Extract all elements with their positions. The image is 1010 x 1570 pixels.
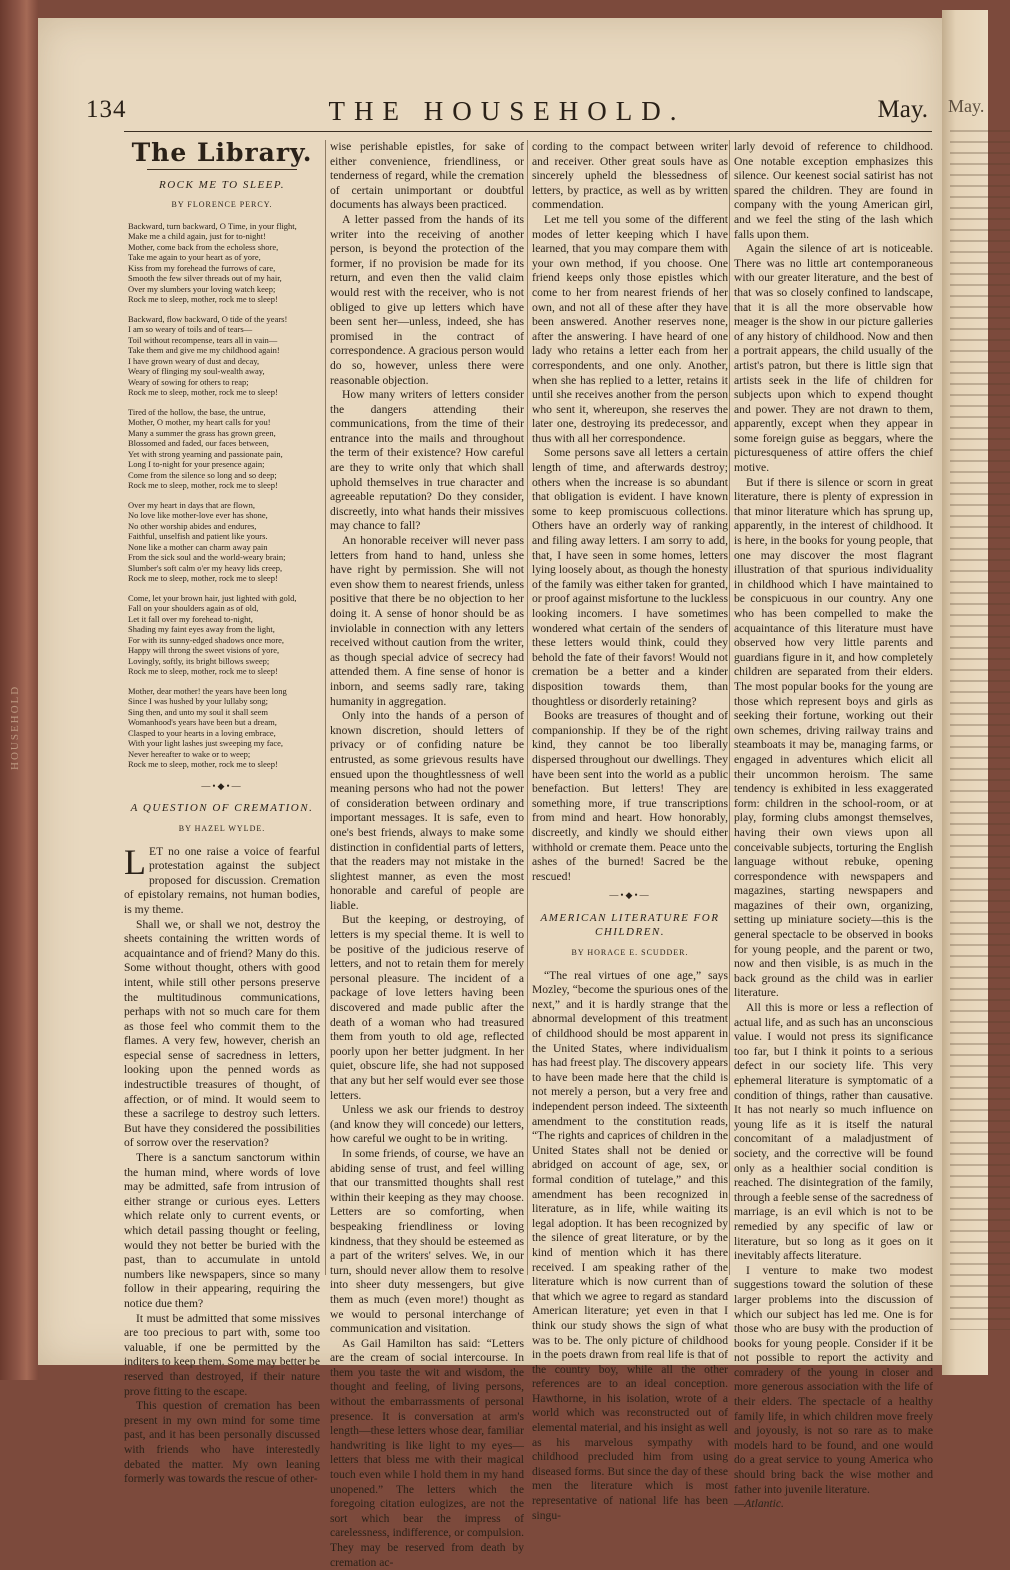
ornament-divider: —•◆•— [201,780,243,791]
column-2 [325,140,524,1569]
next-page-edge [942,10,988,1375]
essay-title: A QUESTION OF CREMATION. [130,802,314,815]
masthead-title: THE HOUSEHOLD. [328,96,686,126]
essay-paragraph: An honorable receiver will never pass letters from hand to hand, unless she have right by permission. She will not even show them to nearest friends, unless positive that there be no objection to her doing it. A sense of honor should be as inviolable in connection with any letters received without caution from the writer, as though special advice of secrecy had attended them. A fine sense of honor is inborn, and seems sadly rare, taking humanity in aggregation. [330,534,524,708]
page-number: 134 [86,96,127,123]
column-4 [729,140,933,1511]
essay-paragraph: Only into the hands of a person of known discretion, should letters of privacy or of confiding nature be entrusted, as some grievous results have ensued upon the thoughtlessness of well meaning persons who had not the power of consideration between ordinary and important messages. It is safe, even to one's best friends, always to make some distinction in confidential parts of letters, that the readers may not mistake in the slightest manner, as even the most honorable and careful of people are liable. [330,709,524,912]
essay-paragraph: Let me tell you some of the different modes of letter keeping which I have learned, that you may compare them with your own method, if you choose. One friend keeps only those epistles which come to her from nearest friends of her own, and not all of these after they have been answered. Another reserves none, after the answering. I have heard of one lady who retains a letter each from her correspondents, and one only. Another, when she has replied to a letter, retains it until she receives another from the person who sent it, whereupon, she reserves the later one, destroying its predecessor, and thus with all her correspondence. [532,212,728,445]
essay-paragraph: But the keeping, or destroying, of letters is my special theme. It is well to be positive of the judicious reserve of letters, and not to retain them for merely personal pleasure. The incident of a package of love letters having been discovered and made public after the death of a woman who had treasured them from youth to old age, reflected poorly upon her better judgment. In her quiet, obscure life, she had not supposed that any but her self would ever see those letters. [330,913,524,1102]
spine-label: HOUSEHOLD [9,684,21,770]
issue-month: May. [877,96,928,123]
poem-stanza: Tired of the hollow, the base, the untrue, Mother, O mother, my heart calls for you! Many a summer the grass has grown green, Blossomed and faded, our faces between, Yet with strong yearning and passionate pain, Long I to-night for your presence again; Come from the silence so long and so deep; Rock me to sleep, mother, rock me to sleep! [128,406,283,491]
essay-paragraph: There is a sanctum sanctorum within the human mind, where words of love may be admitted, safe from intrusion of either strange or curious eyes. Letters which relate only to current events, or which detail passing thought or feeling, would they not better be buried with the past, than to accumulate in untold numbers like newspapers, since so many follow in their appearing, requiring the notice due them? [124,1151,320,1310]
poem-stanza: Backward, flow backward, O tide of the years! I am so weary of toils and of tears— Toil without recompense, tears all in vain— Take them and give me my childhood again! I have grown weary of dust and decay, Weary of flinging my soul-wealth away, Weary of sowing for others to reap; Rock me to sleep, mother, rock me to sleep! [128,313,288,398]
essay-paragraph: “The real virtues of one age,” says Mozley, “become the spurious ones of the next,” and it is hardly strange that the abnormal development of this treatment of childhood should be most apparent in the United States, where individualism has had freest play. The discovery appears to have been made here that the child is not merely a person, but a very free and independent person indeed. The sixteenth amendment to the constitution reads, “The rights and caprices of children in the United States shall not be denied or abridged on account of age, sex, or formal condition of tutelage,” and this amendment has been recognized in literature, as in life, while waiting its legal adoption. It has been recognized by the silence of great literature, or by the kind of mention which it has there received. I am speaking rather of the literature which is now current than of that which we agree to regard as standard American literature; yet even in that I think our study shows the sign of what was to be. The only picture of childhood in the poets drawn from real life is that of the country boy, while all the other references are to an ideal conception. Hawthorne, in his isolation, wrote of a world which was reconstructed out of elemental material, and his insight as well as his marvelous sympathy with childhood precluded him from using diseased forms. But since the day of these men the literature which is most representative of national life has been singu- [532,968,728,1522]
essay-paragraph: Some persons save all letters a certain length of time, and afterwards destroy; others when the increase is so abundant that obligation is evident. I have known some to keep promiscuous collections. Others have an orderly way of ranking and filing away letters. I am sorry to add, that, I have seen in some homes, letters lying loosely about, as though the honesty of the family was either taken for granted, or proof against misfortune to the luckless looking incomers. I have sometimes wondered what certain of the senders of these letters would think, could they behold the fate of their favors! Would not cremation be a better and a kinder disposition towards them, than thoughtless or disorderly retaining? [532,446,728,708]
essay-paragraph: LET no one raise a voice of fearful protestation against the subject proposed for discussion. Cremation of epistolary remains, not human bodies, is my theme. [124,841,320,916]
section-title: The Library. [131,138,313,167]
next-page-heading: May. [948,96,985,116]
header-rule [124,131,932,132]
divider [147,169,297,170]
column-1 [124,138,320,1486]
essay-paragraph: This question of cremation has been present in my own mind for some time past, and it has been personally discussed with friends who have interestedly debated the matter. My own leaning formerly was towards the rescue of other- [124,1399,320,1486]
essay-paragraph: How many writers of letters consider the dangers attending their communications, from the time of their entrance into the mails and throughout the term of their existence? How careful are they to write only that which shall uphold themselves in true character and agreeable reputation? Do they consider, discreetly, into what hands their missives may chance to fall? [330,388,524,533]
essay-title: AMERICAN LITERATURE FOR CHILDREN. [540,911,720,939]
drop-cap: L [124,841,146,882]
essay-byline: BY HORACE E. SCUDDER. [571,948,689,958]
essay-paragraph: As Gail Hamilton has said: “Letters are the cream of social intercourse. In them you taste the wit and wisdom, the thought and feeling, of living persons, without the embarrassments of personal presence. It is conversation at arm's length—these letters whose dear, familiar handwriting is like light to my eyes—letters that bless me with their magical touch even while I hold them in my hand unopened.” The letters which the foregoing citation eulogizes, are not the sort which bear the impress of carelessness, indifference, or compulsion. They may be reserved from death by cremation ac- [330,1336,524,1569]
poem-byline: BY FLORENCE PERCY. [171,200,273,210]
essay-paragraph: Shall we, or shall we not, destroy the sheets containing the written words of acquaintance and of friend? Many do this. Some without thought, others with good intent, while still other persons preserve the multitudinous communications, perhaps with not so much care for them as those feel who commit them to the flames. A very few, however, cherish an especial sense of sacredness in letters, looking upon the penned words as indestructible treasures of thought, of affection, or of mind. It would seem to these a sacrilege to destroy such letters. But have they considered the possibilities of sorrow over the reservation? [124,917,320,1150]
essay-paragraph: In some friends, of course, we have an abiding sense of trust, and feel willing that our transmitted thoughts shall rest within their keeping as they may choose. Letters are so comforting, when bespeaking friendliness or loving kindness, that they should be esteemed as a part of the writers' selves. We, in our turn, should never allow them to resolve into sheer duty messengers, but give them as much (even more!) thought as we would to personal interchange of communication and visitation. [330,1146,524,1336]
essay-paragraph: larly devoid of reference to childhood. One notable exception emphasizes this silence. Our keenest social satirist has not spared the children. They are found in company with the young American girl, and we feel the sting of the lash which falls upon them. [734,140,933,241]
essay-paragraph: Unless we ask our friends to destroy (and know they will concede) our letters, how careful we ought to be in writing. [330,1103,524,1146]
essay-source: —Atlantic. [734,1497,784,1511]
book-binding [0,0,38,1380]
essay-paragraph: cording to the compact between writer and receiver. Other great souls have as sincerely upheld the blessedness of letters, by practice, as well as by written commendation. [532,140,728,212]
poem-stanza: Over my heart in days that are flown, No love like mother-love ever has shone, No other worship abides and endures, Faithful, unselfish and patient like yours. None like a mother can charm away pain From the sick soul and the world-weary brain; Slumber's soft calm o'er my heavy lids creep, Rock me to sleep, mother, rock me to sleep! [128,499,286,584]
essay-paragraph: Again the silence of art is noticeable. There was no little art contemporaneous with our greater literature, and the best of that was so closely confined to landscape, that it is all the more observable how meager is the show in our picture galleries of any history of childhood. Now and then a portrait appears, the child usually of the artist's patron, but there is little sign that artists seek in the life of children for subjects upon which to expend thought and power. They are not drawn to them, apparently, except when they appear in some foreign guise as beggars, where the picturesqueness of attire offers the chief motive. [734,242,933,475]
essay-paragraph: But if there is silence or scorn in great literature, there is plenty of expression in that minor literature which has sprung up, apparently, in the interest of childhood. It is here, in the books for young people, that one may discover the most flagrant illustration of that spurious individuality in childhood which I have maintained to be conspicuous in our country. Any one who has been compelled to make the acquaintance of this literature must have observed how very little parents and guardians figure in it, and how completely children are separated from their elders. The most popular books for the young are those which represent boys and girls as seeking their fortune, working out their own schemes, driving railway trains and steamboats it may be, managing farms, or engaged in adventures which elicit all their uncommon heroism. The same tendency is exhibited in less exaggerated form: children in the school-room, or at play, forming clubs amongst themselves, having their own views upon all conceivable subjects, torturing the English language without rebuke, opening correspondence with newspapers and magazines, starting newspapers and magazines of their own, organizing, setting up miniature society—this is the general spectacle to be observed in books for young people, and the parent or two, now and then visible, is as much in the back ground as the child was in earlier literature. [734,475,933,1000]
essay-paragraph: All this is more or less a reflection of actual life, and as such has an unconscious value. I would not press its significance too far, but I think it points to a serious defect in our society life. This very ephemeral literature is symptomatic of a condition of things, rather than causative. It has not nearly so much influence on young life as it is itself the natural concomitant of a maladjustment of society, and the corrective will be found only as a healthier social condition is reached. The disintegration of the family, through a feeble sense of the sacredness of marriage, is an evil which is not to be remedied by any specific of law or literature, but so long as it goes on it inevitably affects literature. [734,1001,933,1263]
poem-stanza: Mother, dear mother! the years have been long Since I was hushed by your lullaby song; Sing then, and unto my soul it shall seem Womanhood's years have been but a dream, Clasped to your hearts in a loving embrace, With your light lashes just sweeping my face, Never hereafter to wake or to weep; Rock me to sleep, mother, rock me to sleep! [128,685,287,770]
essay-byline: BY HAZEL WYLDE. [178,823,266,833]
essay-paragraph: I venture to make two modest suggestions toward the solution of these larger problems into the discussion of which our subject has led me. One is for those who are busy with the production of books for young people. Consider if it be not possible to report the activity and comradery of the young in closer and more generous association with the life of their elders. The spectacle of a healthy family life, in which children move freely and joyously, is not so rare as to make models hard to be found, and one would do a great service to young America who should bring back the wise mother and father into juvenile literature. [734,1263,933,1496]
ornament-divider: —•◆•— [609,890,651,901]
poem-body [124,221,320,770]
essay-paragraph: It must be admitted that some missives are too precious to part with, some too valuable, if one be permitted by the inditers to keep them. Some may better be reserved than destroyed, if their nature prove fitting to the escape. [124,1311,320,1398]
next-page-text-lines [950,130,1010,1330]
poem-stanza: Backward, turn backward, O Time, in your flight, Make me a child again, just for to-night! Mother, come back from the echoless shore, Take me again to your heart as of yore, Kiss from my forehead the furrows of care, Smooth the few silver threads out of my hair, Over my slumbers your loving watch keep; Rock me to sleep, mother, rock me to sleep! [128,220,297,305]
page-header [86,96,928,130]
poem-stanza: Come, let your brown hair, just lighted with gold, Fall on your shoulders again as of old, Let it fall over my forehead to-night, Shading my faint eyes away from the light, For with its sunny-edged shadows once more, Happy will throng the sweet visions of yore, Lovingly, softly, its bright billows sweep; Rock me to sleep, mother, rock me to sleep! [128,592,297,677]
essay-paragraph: Books are treasures of thought and of companionship. If they be of the right kind, they cannot be too liberally dispersed throughout our dwellings. They have been sent into the world as a public benefaction. But letters! They are something more, if true transcriptions from mind and heart. How honorably, discreetly, and kindly we should either withhold or cremate them. Peace unto the ashes of the burned! Sacred be the rescued! [532,709,728,883]
poem-title: ROCK ME TO SLEEP. [159,178,285,191]
essay-paragraph: wise perishable epistles, for sake of either convenience, friendliness, or tenderness of regard, while the cremation of certain unimportant or doubtful documents has always been practiced. [330,140,524,212]
column-3 [527,140,728,1522]
essay-paragraph: A letter passed from the hands of its writer into the receiving of another person, is beyond the protection of the former, if no provision be made for its return, and even then the valid claim would rest with the receiver, who is not obliged to give up letters which have been sent her—unless, indeed, she has promised in the contract of correspondence. A gracious person would do so, however, unless there were reasonable objection. [330,212,524,387]
